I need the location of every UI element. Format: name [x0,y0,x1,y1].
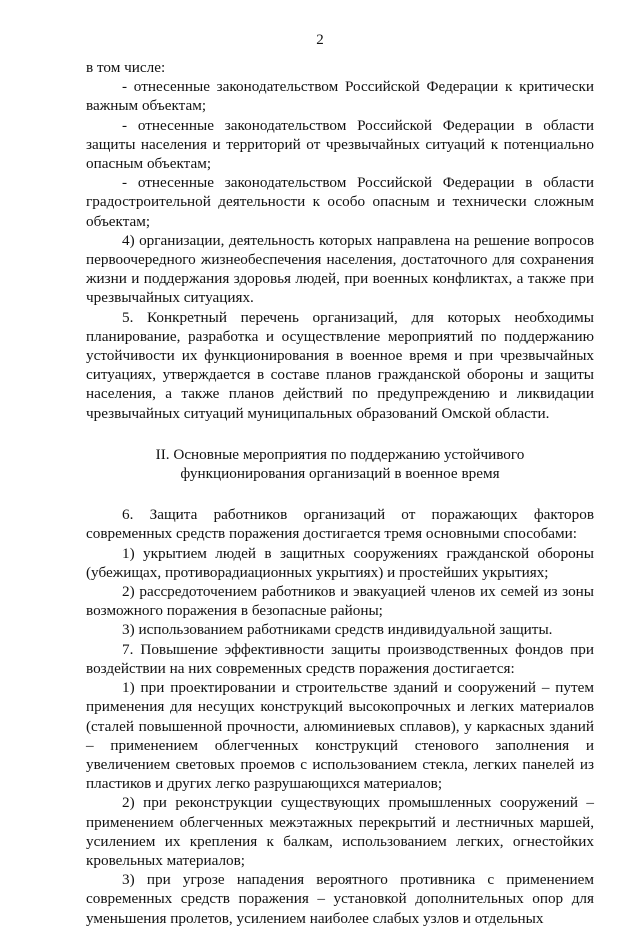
section-heading-line: функционирования организаций в военное время [180,465,500,483]
paragraph: 6. Защита работников организаций от поражающих факторов современных средств поражения достигается тремя основными способами: [86,506,594,543]
document-body [86,58,594,928]
section-heading [86,445,594,483]
paragraph: 2) при реконструкции существующих промышленных сооружений – применением облегченных межэтажных перекрытий и лестничных маршей, усилением их крепления к балкам, использованием легких, огнестойких кровельных материалов; [86,794,594,869]
paragraph: 2) рассредоточением работников и эвакуацией членов их семей из зоны возможного поражения в безопасные районы; [86,583,594,620]
paragraph: - отнесенные законодательством Российской Федерации в области градостроительной деятельности к особо опасным и технически сложным объектам; [86,174,594,230]
paragraph: 1) при проектировании и строительстве зданий и сооружений – путем применения для несущих конструкций высокопрочных и легких материалов (сталей повышенной прочности, алюминиевых сплавов), у каркасных зданий – применением облегченных конструкций стенового заполнения и увеличением световых проемов с использованием стекла, легких панелей из пластиков и других легко разрушающихся материалов; [86,679,594,793]
page-number: 2 [316,32,324,48]
paragraph: 3) при угрозе нападения вероятного противника с применением современных средств поражения – установкой дополнительных опор для уменьшения пролетов, усилением наиболее слабых узлов и отдельных [86,871,594,927]
paragraph: 1) укрытием людей в защитных сооружениях гражданской обороны (убежищах, противорадиационных укрытиях) и простейших укрытиях; [86,544,594,581]
paragraph: в том числе: [86,59,166,76]
paragraph: - отнесенные законодательством Российской Федерации в области защиты населения и территорий от чрезвычайных ситуаций к потенциально опасным объектам; [86,116,594,173]
paragraph: 4) организации, деятельность которых направлена на решение вопросов первоочередного жизнеобеспечения населения, достаточного для сохранения жизни и поддержания здоровья людей, при военных конфликтах, а также при чрезвычайных ситуациях. [86,231,594,307]
paragraph: 5. Конкретный перечень организаций, для которых необходимы планирование, разработка и осуществление мероприятий по поддержанию устойчивости их функционирования в военное время и при чрезвычайных ситуациях, утверждается в составе планов гражданской обороны и защиты населения, а также планов действий по предупреждению и ликвидации чрезвычайных ситуаций муниципальных образований Омской области. [86,308,594,422]
paragraph: - отнесенные законодательством Российской Федерации к критически важным объектам; [86,78,594,115]
paragraph: 3) использованием работниками средств индивидуальной защиты. [122,621,553,639]
paragraph: 7. Повышение эффективности защиты производственных фондов при воздействии на них современных средств поражения достигается: [86,640,594,677]
section-heading-line: II. Основные мероприятия по поддержанию устойчивого [155,445,525,463]
